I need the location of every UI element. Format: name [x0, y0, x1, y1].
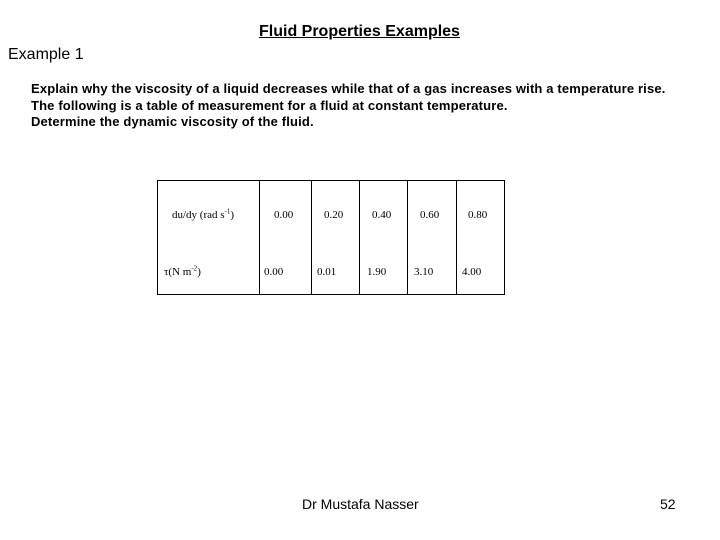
- problem-line: Determine the dynamic viscosity of the fluid.: [31, 114, 314, 129]
- slide-title: Fluid Properties Examples: [259, 23, 460, 40]
- table-cell: 0.00: [264, 266, 284, 278]
- table-cell: 3.10: [414, 266, 434, 278]
- table-cell: 4.00: [462, 266, 482, 278]
- row-label-shear-stress: τ(N $m^{-2}$): [164, 264, 201, 278]
- problem-text: [31, 81, 665, 131]
- measurement-table: [157, 180, 505, 295]
- table-cell: 0.20: [324, 209, 344, 221]
- table-cell: 0.40: [372, 209, 392, 221]
- table-divider: [456, 181, 457, 294]
- problem-line: The following is a table of measurement for a fluid at constant temperature.: [31, 97, 508, 113]
- table-cell: 0.60: [420, 209, 440, 221]
- table-divider: [407, 181, 408, 294]
- example-label: Example 1: [8, 46, 84, 63]
- table-cell: 0.00: [274, 209, 294, 221]
- table-cell: 1.90: [367, 266, 387, 278]
- table-divider: [259, 181, 260, 294]
- table-divider: [359, 181, 360, 294]
- row-label-shear-rate: du/dy (rad $s^{-1}$): [172, 207, 235, 221]
- footer-author: Dr Mustafa Nasser: [302, 496, 419, 512]
- table-cell: 0.80: [468, 209, 488, 221]
- table-cell: 0.01: [317, 266, 337, 278]
- page-number: 52: [660, 496, 676, 512]
- problem-line: Explain why the viscosity of a liquid decreases while that of a gas increases with a temperature rise.: [31, 81, 666, 96]
- table-divider: [311, 181, 312, 294]
